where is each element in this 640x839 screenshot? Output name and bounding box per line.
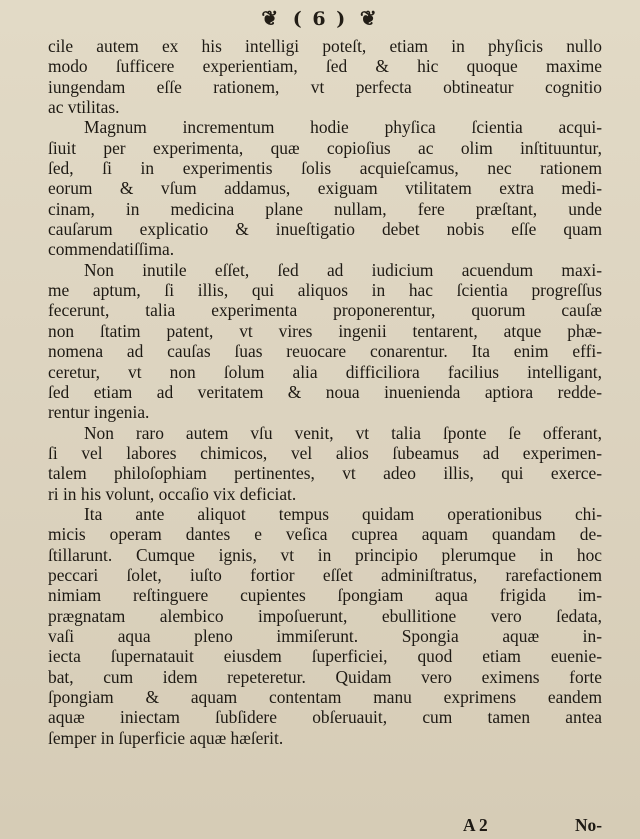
text-line: nomena ad cauſas ſuas reuocare conarentur. Ita enim effi- [48, 341, 602, 362]
text-line: cile autem ex his intelligi poteſt, etiam in phyſicis nullo [48, 36, 602, 56]
text-line: commendatiſſima. [48, 239, 175, 260]
text-line: peccari ſolet, iuſto fortior eſſet adminiſtratus, rarefactionem [48, 564, 602, 585]
text-line: eorum & vſum addamus, exiguam vtilitatem extra medi- [48, 178, 602, 199]
page-footer [48, 815, 602, 835]
text-line: aquæ iniectam ſubſidere obſeruauit, cum tamen antea [48, 707, 602, 728]
text-line: nimiam reſtinguere cupientes ſpongiam aqua frigida im- [48, 585, 602, 606]
text-line: fecerunt, talia experimenta proponerentur, quorum cauſæ [48, 300, 602, 321]
text-line: bat, cum idem repeteretur. Quidam vero eximens forte [48, 666, 602, 687]
text-line: Non raro autem vſu venit, vt talia ſponte ſe offerant, [84, 422, 602, 443]
text-line: ſed etiam ad veritatem & noua inuenienda aptiora redde- [48, 381, 602, 402]
text-line: me aptum, ſi illis, qui aliquos in hac ſcientia progreſſus [48, 280, 602, 301]
text-line: rentur ingenia. [48, 402, 150, 423]
text-line: ceretur, vt non ſolum alia difficiliora facilius intelligant, [48, 361, 602, 382]
text-line: cinam, in medicina plane nullam, fere præſtant, unde [48, 198, 602, 219]
page-number: ( 6 ) [292, 8, 348, 30]
text-line: talem philoſophiam pertinentes, vt adeo illis, qui exerce- [48, 463, 602, 484]
catchword: No- [574, 815, 602, 835]
body-text [48, 36, 602, 748]
text-line: iungendam eſſe rationem, vt perfecta obtineatur cognitio [48, 76, 602, 97]
ornament-right-icon: ❦ [359, 6, 379, 30]
text-line: Magnum incrementum hodie phyſica ſcientia acqui- [84, 117, 602, 138]
text-line: micis operam dantes e veſica cuprea aquam quandam de- [48, 524, 602, 545]
text-line: ſiuit per experimenta, quæ copioſius ac olim inſtituuntur, [48, 137, 602, 158]
text-line: Non inutile eſſet, ſed ad iudicium acuendum maxi- [84, 259, 602, 280]
ornament-left-icon: ❦ [261, 6, 281, 30]
text-line: ſi vel labores chimicos, vel alios ſubeamus ad experimen- [48, 442, 602, 463]
text-line: iecta ſupernatauit eiusdem ſuperficiei, quod etiam euenie- [48, 646, 602, 667]
text-line: non ſtatim patent, vt vires ingenii tentarent, atque phæ- [48, 320, 602, 341]
text-line: prægnatam alembico impoſuerunt, ebullitione vero ſedata, [48, 605, 602, 626]
page-header [0, 6, 640, 30]
text-line: ſemper in ſuperficie aquæ hæſerit. [48, 727, 284, 748]
text-line: ſtillarunt. Cumque ignis, vt in principio plerumque in hoc [48, 544, 602, 565]
signature-mark: A 2 [463, 815, 488, 835]
text-line: ſpongiam & aquam contentam manu exprimens eandem [48, 687, 602, 707]
text-line: ſed, ſi in experimentis ſolis acquieſcamus, nec rationem [48, 158, 602, 179]
text-line: ri in his volunt, occaſio vix deficiat. [48, 483, 297, 504]
text-line: vaſi aqua pleno immiſerunt. Spongia aquæ in- [48, 625, 602, 646]
text-line: modo ſufficere experientiam, ſed & hic quoque maxime [48, 56, 602, 77]
text-line: cauſarum explicatio & inueſtigatio debet nobis eſſe quam [48, 219, 602, 240]
text-line: ac vtilitas. [48, 97, 120, 118]
text-line: Ita ante aliquot tempus quidam operationibus chi- [84, 503, 602, 524]
